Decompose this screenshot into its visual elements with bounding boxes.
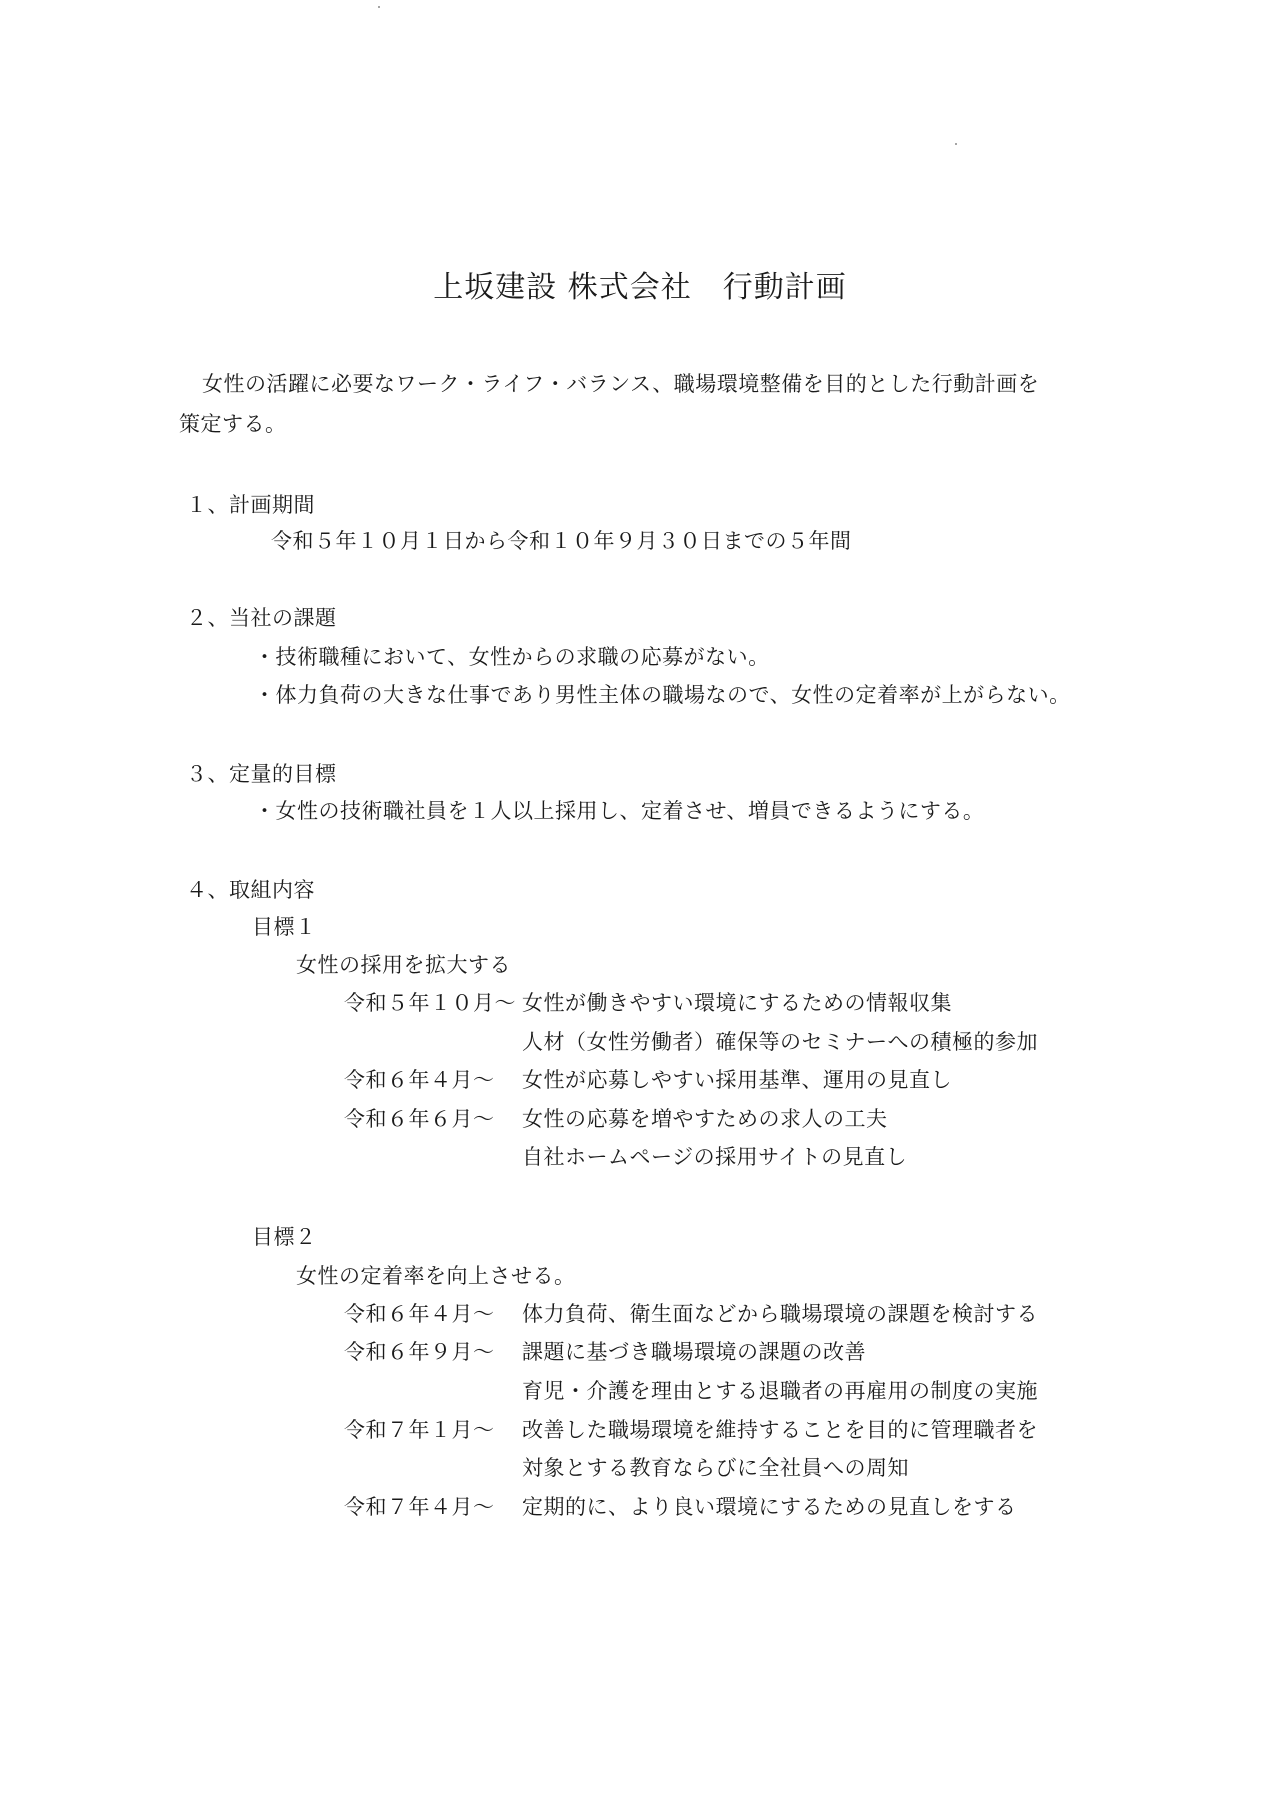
goal-1-row-text: 女性の応募を増やすための求人の工夫: [522, 1107, 888, 1131]
scan-speck: [955, 143, 957, 145]
goal-2-row-date: 令和７年１月～: [344, 1418, 495, 1442]
section-2-heading: ２、当社の課題: [186, 606, 337, 630]
goal-2-row-text: 改善した職場環境を維持することを目的に管理職者を: [522, 1418, 1038, 1442]
section-3-heading: ３、定量的目標: [186, 762, 337, 786]
scan-speck: [378, 6, 380, 8]
goal-2-row-date: 令和６年４月～: [344, 1302, 495, 1326]
goal-1-row-text: 女性が応募しやすい採用基準、運用の見直し: [522, 1068, 952, 1092]
goal-1-row-text: 女性が働きやすい環境にするための情報収集: [522, 991, 952, 1015]
goal-2-row-text: 対象とする教育ならびに全社員への周知: [522, 1456, 909, 1480]
section-2-item: ・体力負荷の大きな仕事であり男性主体の職場なので、女性の定着率が上がらない。: [254, 683, 1071, 707]
goal-1-row-date: 令和６年６月～: [344, 1107, 495, 1131]
goal-1-row-text: 人材（女性労働者）確保等のセミナーへの積極的参加: [522, 1030, 1038, 1054]
document-title: 上坂建設 株式会社 行動計画: [433, 270, 847, 305]
goal-2-row-text: 定期的に、より良い環境にするための見直しをする: [522, 1495, 1017, 1519]
goal-2-row-text: 育児・介護を理由とする退職者の再雇用の制度の実施: [522, 1379, 1038, 1403]
section-4-heading: ４、取組内容: [186, 878, 315, 902]
goal-1-row-date: 令和６年４月～: [344, 1068, 495, 1092]
goal-2-row-date: 令和６年９月～: [344, 1340, 495, 1364]
section-2-item: ・技術職種において、女性からの求職の応募がない。: [254, 645, 770, 669]
goal-2-row-text: 課題に基づき職場環境の課題の改善: [522, 1340, 866, 1364]
goal-2-summary: 女性の定着率を向上させる。: [296, 1264, 576, 1288]
section-1-heading: １、計画期間: [186, 493, 315, 517]
section-3-item: ・女性の技術職社員を１人以上採用し、定着させ、増員できるようにする。: [254, 799, 985, 823]
intro-line-2: 策定する。: [179, 412, 287, 436]
goal-1-row-date: 令和５年１０月～: [344, 991, 516, 1015]
goal-1-row-text: 自社ホームページの採用サイトの見直し: [522, 1145, 908, 1169]
section-1-body: 令和５年１０月１日から令和１０年９月３０日までの５年間: [271, 529, 852, 553]
goal-2-row-date: 令和７年４月～: [344, 1495, 495, 1519]
goal-2-label: 目標２: [252, 1225, 317, 1249]
goal-2-row-text: 体力負荷、衛生面などから職場環境の課題を検討する: [522, 1302, 1038, 1326]
goal-1-label: 目標１: [252, 915, 317, 939]
goal-1-summary: 女性の採用を拡大する: [296, 953, 511, 977]
intro-line-1: 女性の活躍に必要なワーク・ライフ・バランス、職場環境整備を目的とした行動計画を: [202, 372, 1040, 396]
